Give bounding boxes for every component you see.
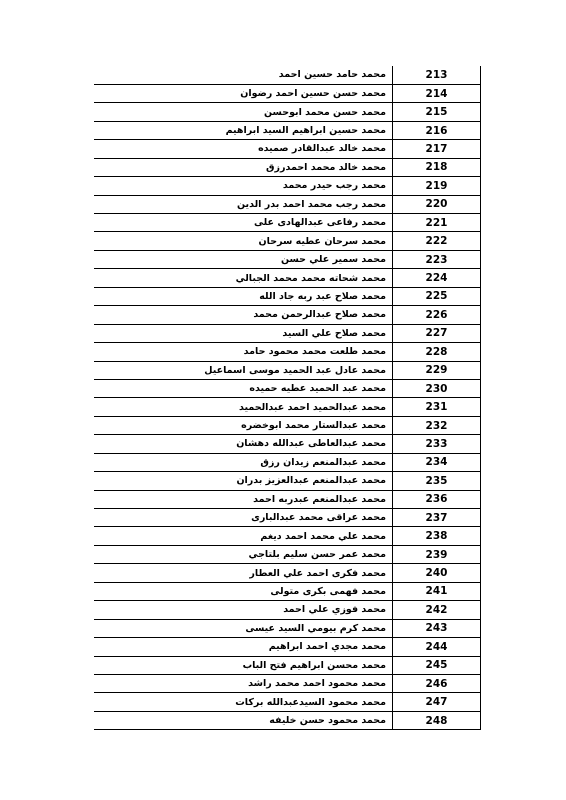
row-number: 237 — [393, 509, 481, 527]
row-number: 222 — [393, 232, 481, 250]
row-number: 219 — [393, 177, 481, 195]
table-row — [94, 711, 481, 729]
table-row — [94, 158, 481, 176]
row-number: 224 — [393, 269, 481, 287]
person-name: محمد محمود حسن خليفه — [94, 711, 393, 729]
person-name: محمد عبدالعاطى عبدالله دهشان — [94, 435, 393, 453]
row-number: 247 — [393, 693, 481, 711]
table-row — [94, 638, 481, 656]
row-number: 230 — [393, 379, 481, 397]
row-number: 214 — [393, 84, 481, 102]
person-name: محمد علي محمد احمد ديغم — [94, 527, 393, 545]
table-row — [94, 435, 481, 453]
person-name: محمد عبدالمنعم عبدربه احمد — [94, 490, 393, 508]
row-number: 238 — [393, 527, 481, 545]
row-number: 246 — [393, 674, 481, 692]
row-number: 227 — [393, 324, 481, 342]
row-number: 226 — [393, 306, 481, 324]
person-name: محمد شحاته محمد محمد الجبالي — [94, 269, 393, 287]
row-number: 239 — [393, 545, 481, 563]
table-row — [94, 250, 481, 268]
person-name: محمد صلاح عبدالرحمن محمد — [94, 306, 393, 324]
row-number: 243 — [393, 619, 481, 637]
person-name: محمد فكرى احمد علي العطار — [94, 564, 393, 582]
person-name: محمد رفاعى عبدالهادى على — [94, 214, 393, 232]
row-number: 231 — [393, 398, 481, 416]
row-number: 223 — [393, 250, 481, 268]
table-row — [94, 693, 481, 711]
person-name: محمد حامد حسين احمد — [94, 66, 393, 84]
table-row — [94, 361, 481, 379]
table-row — [94, 509, 481, 527]
row-number: 248 — [393, 711, 481, 729]
row-number: 234 — [393, 453, 481, 471]
person-name: محمد فهمى بكرى متولى — [94, 582, 393, 600]
table-row — [94, 66, 481, 84]
person-name: محمد مجدي احمد ابراهيم — [94, 638, 393, 656]
person-name: محمد عبدالمنعم زيدان رزق — [94, 453, 393, 471]
person-name: محمد صلاح علي السيد — [94, 324, 393, 342]
person-name: محمد سمير علي حسن — [94, 250, 393, 268]
person-name: محمد رجب حيدر محمد — [94, 177, 393, 195]
table-row — [94, 269, 481, 287]
person-name: محمد عبدالمنعم عبدالعزيز بدران — [94, 472, 393, 490]
row-number: 225 — [393, 287, 481, 305]
row-number: 215 — [393, 103, 481, 121]
row-number: 221 — [393, 214, 481, 232]
table-row — [94, 453, 481, 471]
person-name: محمد عراقى محمد عبدالبارى — [94, 509, 393, 527]
page-sheet — [94, 66, 481, 730]
table-row — [94, 472, 481, 490]
table-row — [94, 140, 481, 158]
table-row — [94, 306, 481, 324]
names-table — [94, 66, 481, 730]
table-row — [94, 121, 481, 139]
table-row — [94, 564, 481, 582]
table-row — [94, 84, 481, 102]
table-row — [94, 527, 481, 545]
row-number: 229 — [393, 361, 481, 379]
table-row — [94, 416, 481, 434]
person-name: محمد خالد عبدالقادر صميده — [94, 140, 393, 158]
person-name: محمد كرم بيومي السيد عيسى — [94, 619, 393, 637]
row-number: 213 — [393, 66, 481, 84]
table-row — [94, 214, 481, 232]
person-name: محمد سرحان عطيه سرحان — [94, 232, 393, 250]
table-row — [94, 324, 481, 342]
row-number: 242 — [393, 601, 481, 619]
row-number: 235 — [393, 472, 481, 490]
row-number: 233 — [393, 435, 481, 453]
table-row — [94, 177, 481, 195]
row-number: 228 — [393, 343, 481, 361]
row-number: 232 — [393, 416, 481, 434]
person-name: محمد عبد الحميد عطيه حميده — [94, 379, 393, 397]
table-row — [94, 545, 481, 563]
person-name: محمد عبدالحميد احمد عبدالحميد — [94, 398, 393, 416]
person-name: محمد محسن ابراهيم فتح الباب — [94, 656, 393, 674]
row-number: 217 — [393, 140, 481, 158]
person-name: محمد عبدالستار محمد ابوخضره — [94, 416, 393, 434]
table-row — [94, 379, 481, 397]
names-table-body — [94, 66, 481, 730]
row-number: 244 — [393, 638, 481, 656]
row-number: 245 — [393, 656, 481, 674]
person-name: محمد عمر حسن سليم بلتاجي — [94, 545, 393, 563]
person-name: محمد حسن حسين احمد رضوان — [94, 84, 393, 102]
table-row — [94, 398, 481, 416]
table-row — [94, 343, 481, 361]
row-number: 218 — [393, 158, 481, 176]
table-row — [94, 490, 481, 508]
table-row — [94, 287, 481, 305]
table-row — [94, 619, 481, 637]
person-name: محمد فوزي علي احمد — [94, 601, 393, 619]
person-name: محمد رجب محمد احمد بدر الدين — [94, 195, 393, 213]
row-number: 216 — [393, 121, 481, 139]
table-row — [94, 674, 481, 692]
row-number: 236 — [393, 490, 481, 508]
person-name: محمد حسين ابراهيم السيد ابراهيم — [94, 121, 393, 139]
row-number: 220 — [393, 195, 481, 213]
table-row — [94, 582, 481, 600]
table-row — [94, 601, 481, 619]
person-name: محمد محمود احمد محمد راشد — [94, 674, 393, 692]
person-name: محمد عادل عبد الحميد موسى اسماعيل — [94, 361, 393, 379]
person-name: محمد محمود السيدعبدالله بركات — [94, 693, 393, 711]
person-name: محمد طلعت محمد محمود حامد — [94, 343, 393, 361]
row-number: 240 — [393, 564, 481, 582]
person-name: محمد خالد محمد احمدرزق — [94, 158, 393, 176]
table-row — [94, 195, 481, 213]
person-name: محمد صلاح عبد ربه جاد الله — [94, 287, 393, 305]
person-name: محمد حسن محمد ابوحسن — [94, 103, 393, 121]
table-row — [94, 103, 481, 121]
table-row — [94, 232, 481, 250]
table-row — [94, 656, 481, 674]
row-number: 241 — [393, 582, 481, 600]
